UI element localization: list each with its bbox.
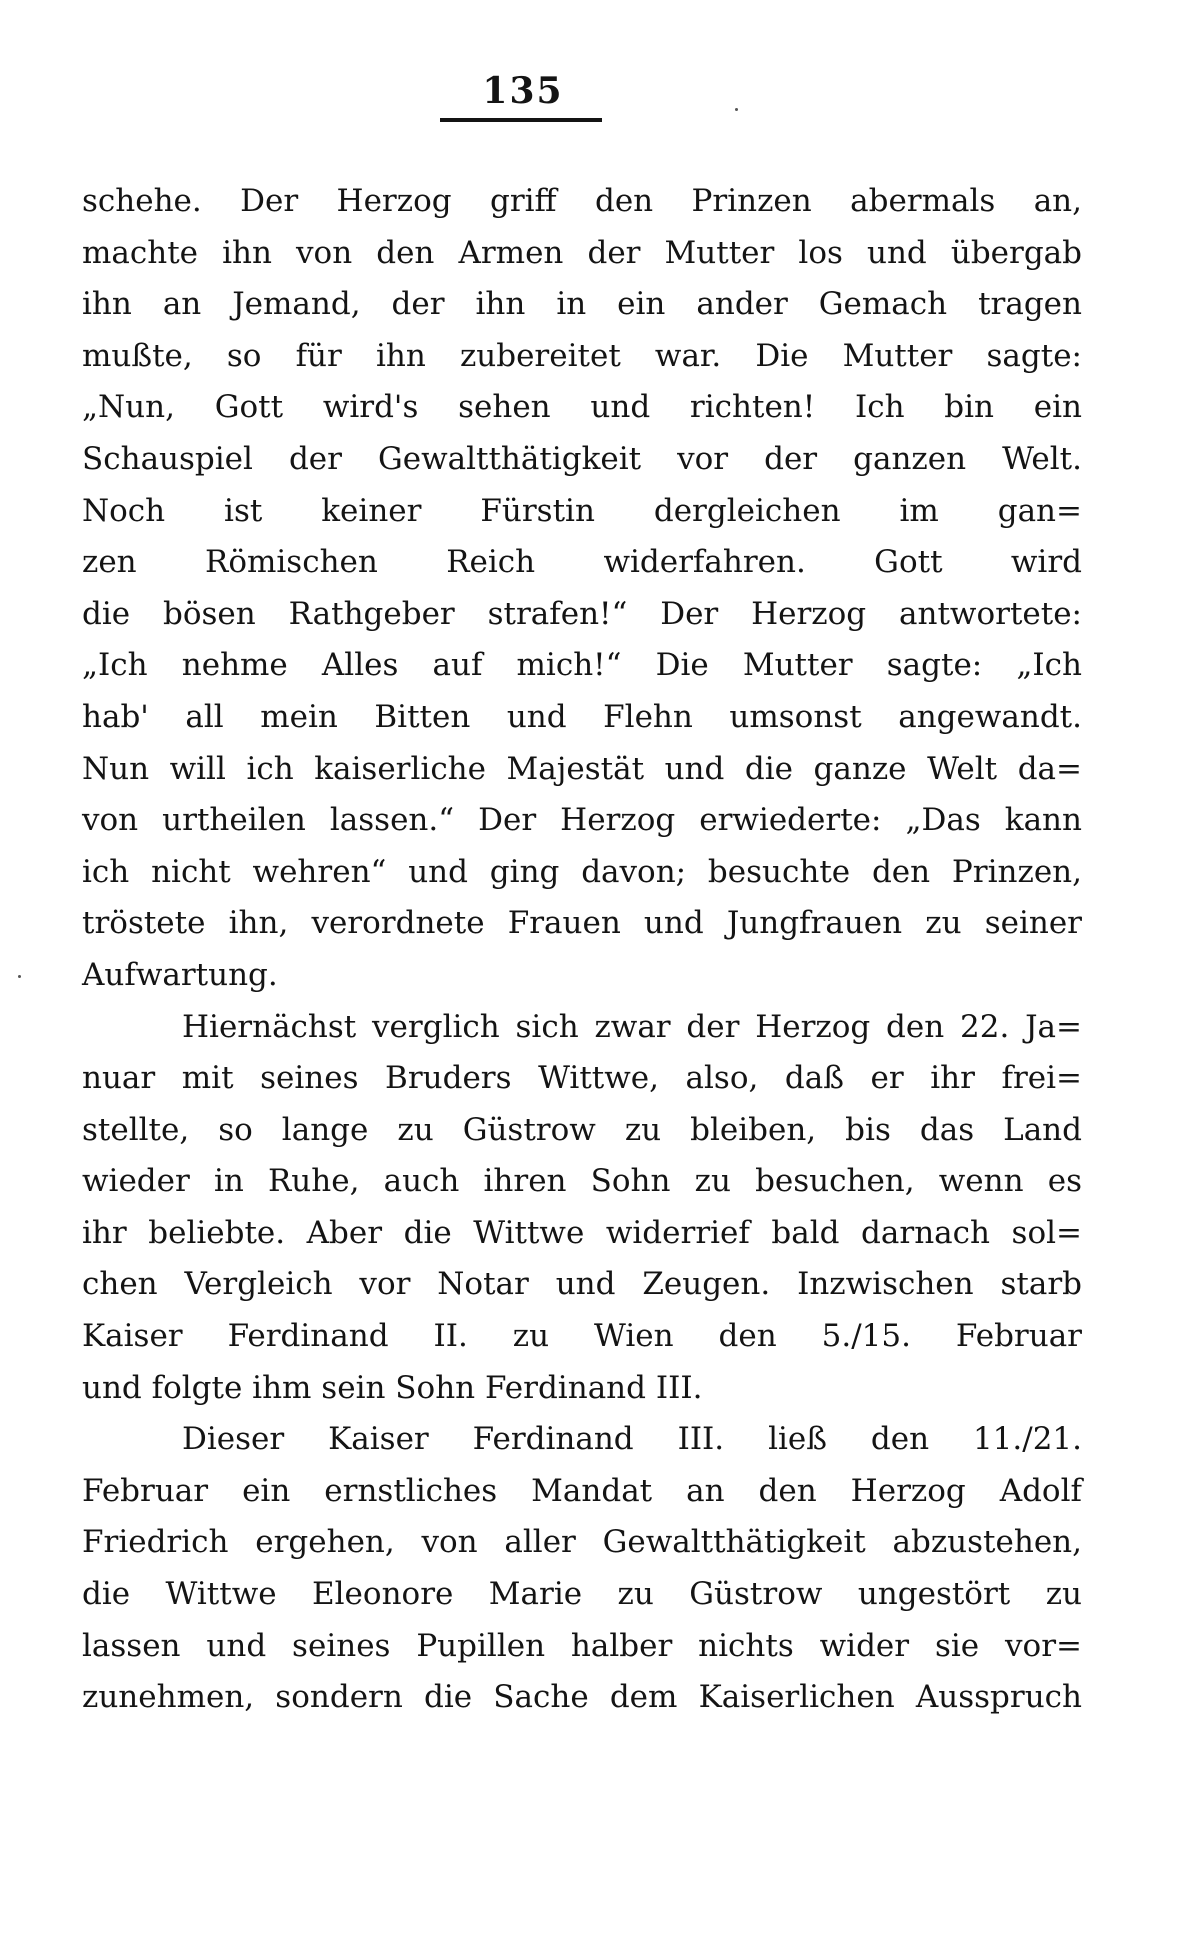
ink-speck	[18, 975, 21, 978]
text-line: lassen und seines Pupillen halber nichts wider sie vor=	[82, 1627, 1082, 1664]
text-line: die Wittwe Eleonore Marie zu Güstrow ungestört zu	[82, 1576, 1082, 1613]
text-line: ich nicht wehren“ und ging davon; besuchte den Prinzen,	[82, 853, 1082, 890]
text-line: und folgte ihm sein Sohn Ferdinand III.	[82, 1369, 703, 1406]
text-line: „Ich nehme Alles auf mich!“ Die Mutter sagte: „Ich	[82, 647, 1082, 684]
text-line: Nun will ich kaiserliche Majestät und die ganze Welt da=	[82, 750, 1082, 787]
text-line: ihr beliebte. Aber die Wittwe widerrief bald darnach sol=	[82, 1214, 1082, 1251]
body-text	[82, 176, 1082, 1724]
text-line: die bösen Rathgeber strafen!“ Der Herzog antwortete:	[82, 595, 1082, 632]
text-line: mußte, so für ihn zubereitet war. Die Mutter sagte:	[82, 337, 1082, 374]
text-line: Aufwartung.	[82, 956, 278, 993]
text-line: „Nun, Gott wird's sehen und richten! Ich bin ein	[82, 389, 1082, 426]
text-line: machte ihn von den Armen der Mutter los und übergab	[82, 234, 1082, 271]
ink-speck	[735, 108, 738, 111]
text-line: stellte, so lange zu Güstrow zu bleiben, bis das Land	[82, 1111, 1082, 1148]
text-line: Schauspiel der Gewaltthätigkeit vor der ganzen Welt.	[82, 440, 1082, 477]
text-line: Hiernächst verglich sich zwar der Herzog den 22. Ja=	[182, 1008, 1082, 1045]
text-line: Friedrich ergehen, von aller Gewaltthätigkeit abzustehen,	[82, 1524, 1082, 1561]
text-line: nuar mit seines Bruders Wittwe, also, daß er ihr frei=	[82, 1060, 1082, 1097]
text-line: Noch ist keiner Fürstin dergleichen im gan=	[82, 492, 1082, 529]
text-line: zen Römischen Reich widerfahren. Gott wird	[82, 544, 1082, 581]
text-line: wieder in Ruhe, auch ihren Sohn zu besuchen, wenn es	[82, 1163, 1082, 1200]
text-line: ihn an Jemand, der ihn in ein ander Gemach tragen	[82, 286, 1082, 323]
text-line: zunehmen, sondern die Sache dem Kaiserlichen Ausspruch	[82, 1679, 1082, 1716]
text-line: Kaiser Ferdinand II. zu Wien den 5./15. Februar	[82, 1318, 1082, 1355]
text-line: schehe. Der Herzog griff den Prinzen abermals an,	[82, 183, 1082, 219]
text-line: tröstete ihn, verordnete Frauen und Jungfrauen zu seiner	[82, 905, 1082, 942]
text-line: chen Vergleich vor Notar und Zeugen. Inzwischen starb	[82, 1266, 1082, 1303]
text-line: Dieser Kaiser Ferdinand III. ließ den 11./21.	[182, 1421, 1082, 1458]
paragraph	[82, 1414, 1082, 1724]
text-line: Februar ein ernstliches Mandat an den Herzog Adolf	[82, 1472, 1082, 1509]
page-number: 135	[482, 70, 564, 112]
paragraph	[82, 176, 1082, 1002]
header-rule	[440, 118, 602, 122]
paragraph	[82, 1002, 1082, 1415]
text-line: von urtheilen lassen.“ Der Herzog erwiederte: „Das kann	[82, 802, 1082, 839]
text-line: hab' all mein Bitten und Flehn umsonst angewandt.	[82, 698, 1082, 735]
